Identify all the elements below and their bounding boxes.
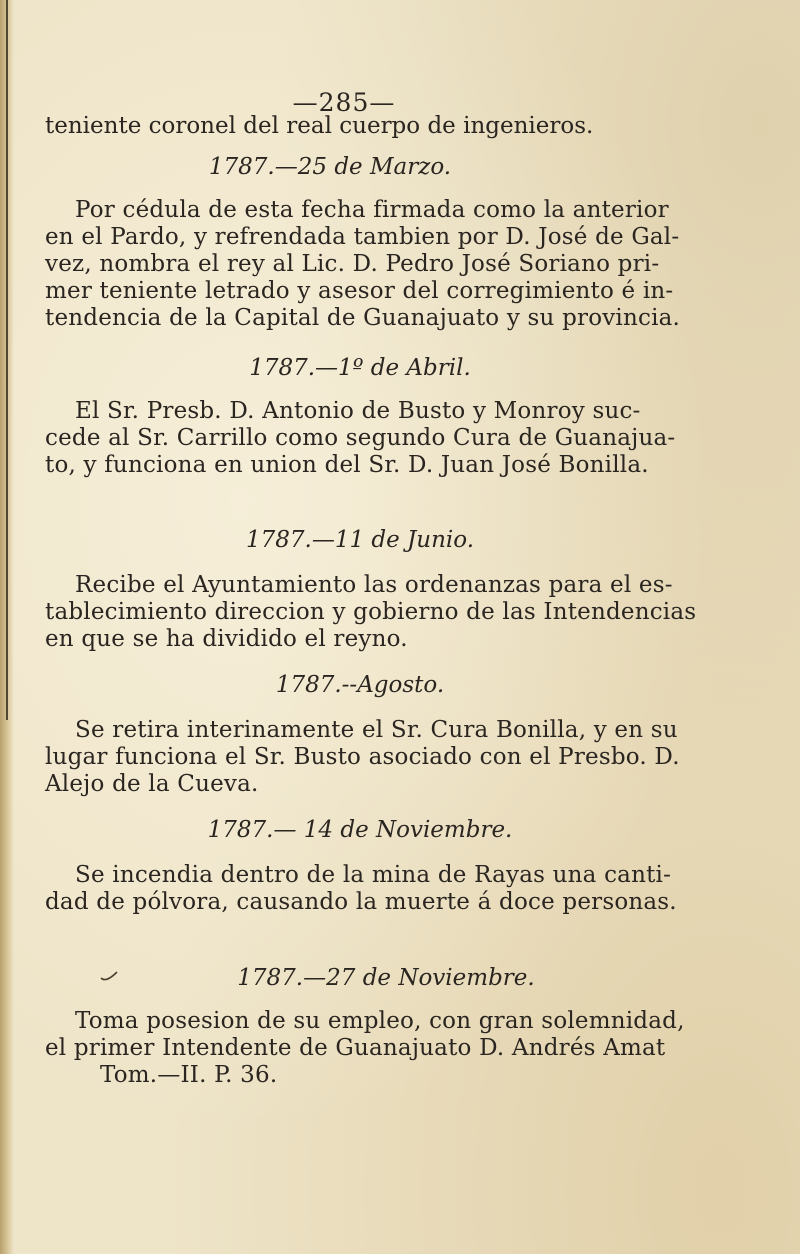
paragraph-line: Toma posesion de su empleo, con gran solemnidad, [75,1008,685,1034]
entry-date-heading: 1787.—25 de Marzo. [208,154,452,180]
entry-paragraph [45,572,696,653]
entry-paragraph [45,398,675,479]
paragraph-line: tendencia de la Capital de Guanajuato y su provincia. [45,305,681,331]
entry-paragraph [45,717,680,798]
continuation-line: teniente coronel del real cuerpo de ingenieros. [45,113,594,139]
entry-paragraph [45,862,677,916]
paragraph-line: Recibe el Ayuntamiento las ordenanzas para el es- [75,572,673,598]
entry-date-heading: 1787.—27 de Noviembre. [237,965,535,991]
paragraph-line: lugar funciona el Sr. Busto asociado con el Presbo. D. [45,744,680,770]
entry-date-heading: 1787.—11 de Junio. [245,527,475,553]
paragraph-line: en que se ha dividido el reyno. [45,626,408,652]
entry-date-heading: 1787.— 14 de Noviembre. [207,817,513,843]
paragraph-line: Alejo de la Cueva. [45,771,259,797]
entry-date-heading: 1787.--Agosto. [275,672,445,698]
paragraph-line: cede al Sr. Carrillo como segundo Cura de Guanajua- [45,425,676,451]
entry-paragraph [45,1008,685,1089]
entry-date-heading: 1787.—1º de Abril. [249,355,471,381]
paragraph-line: tablecimiento direccion y gobierno de las Intendencias [45,599,697,625]
page-number: —285— [292,88,396,117]
paragraph-line: en el Pardo, y refrendada tambien por D. José de Gal- [45,224,680,250]
paragraph-line: Se incendia dentro de la mina de Rayas una canti- [75,862,672,888]
entry-paragraph [45,197,680,332]
paragraph-line: El Sr. Presb. D. Antonio de Busto y Monroy suc- [75,398,641,424]
paragraph-line: el primer Intendente de Guanajuato D. Andrés Amat [45,1035,666,1061]
paragraph-line: to, y funciona en union del Sr. D. Juan José Bonilla. [45,452,649,478]
paragraph-line: Por cédula de esta fecha firmada como la anterior [75,197,669,223]
paragraph-line: dad de pólvora, causando la muerte á doce personas. [45,889,677,915]
signature-line: Tom.—II. P. 36. [100,1062,278,1088]
paragraph-line: Se retira interinamente el Sr. Cura Bonilla, y en su [75,717,678,743]
paragraph-line: mer teniente letrado y asesor del corregimiento é in- [45,278,674,304]
paragraph-line: vez, nombra el rey al Lic. D. Pedro José Soriano pri- [45,251,660,277]
